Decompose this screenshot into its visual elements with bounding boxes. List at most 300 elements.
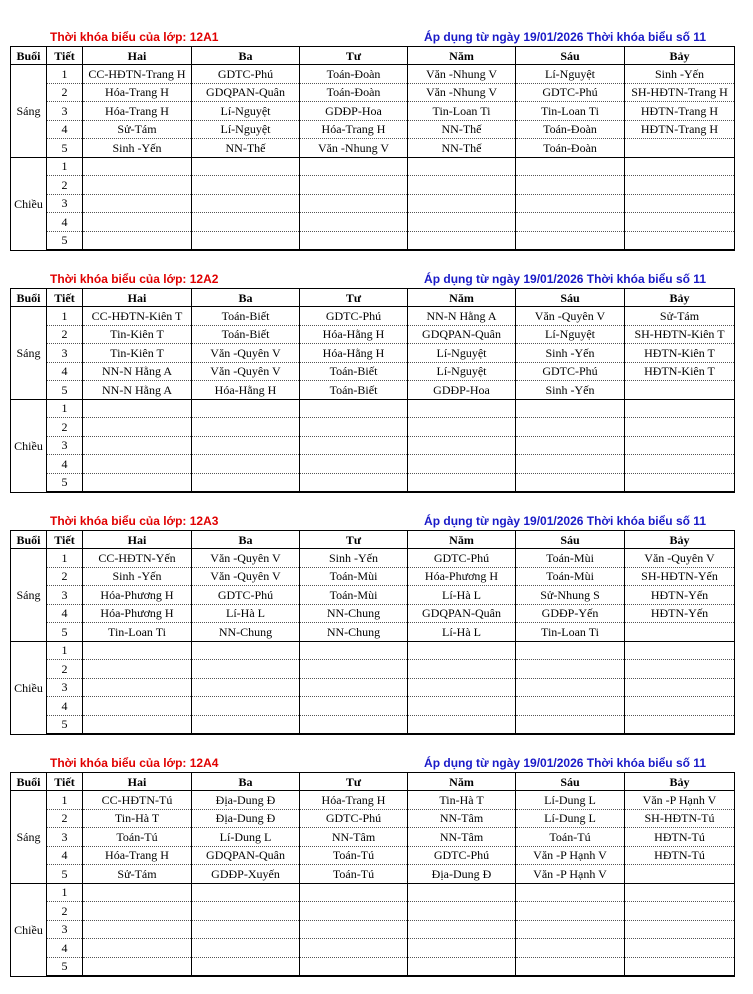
column-header: Sáu: [516, 773, 625, 791]
lesson-cell: GDTC-Phú: [408, 846, 516, 865]
column-header: Hai: [83, 531, 192, 549]
session-label: Sáng: [11, 65, 47, 158]
period-row: [11, 660, 735, 679]
lesson-cell: Sinh -Yến: [625, 65, 735, 84]
lesson-cell: [408, 194, 516, 213]
lesson-cell: Văn -P Hạnh V: [516, 865, 625, 884]
period-row: [11, 362, 735, 381]
lesson-cell: Hóa-Hằng H: [192, 381, 300, 400]
lesson-cell: HĐTN-Kiên T: [625, 344, 735, 363]
lesson-cell: NN-N Hằng A: [83, 362, 192, 381]
lesson-cell: [192, 157, 300, 176]
period-row: [11, 828, 735, 847]
period-row: [11, 157, 735, 176]
lesson-cell: [83, 399, 192, 418]
column-header: Bảy: [625, 47, 735, 65]
lesson-cell: [83, 660, 192, 679]
session-label: Chiều: [11, 157, 47, 250]
lesson-cell: Lí-Hà L: [408, 623, 516, 642]
column-header: Bảy: [625, 289, 735, 307]
lesson-cell: CC-HĐTN-Tú: [83, 791, 192, 810]
period-row: [11, 473, 735, 492]
period-number: 3: [47, 920, 83, 939]
lesson-cell: NN-Thế: [408, 120, 516, 139]
lesson-cell: Tin-Loan Ti: [516, 623, 625, 642]
column-header: Bảy: [625, 773, 735, 791]
column-header: Ba: [192, 773, 300, 791]
lesson-cell: [625, 678, 735, 697]
lesson-cell: GDTC-Phú: [192, 65, 300, 84]
lesson-cell: [192, 473, 300, 492]
column-header: Tư: [300, 531, 408, 549]
lesson-cell: Tin-Loan Ti: [408, 102, 516, 121]
column-header: Sáu: [516, 47, 625, 65]
period-number: 5: [47, 715, 83, 734]
lesson-cell: [300, 231, 408, 250]
period-number: 1: [47, 399, 83, 418]
lesson-cell: [83, 715, 192, 734]
period-row: [11, 194, 735, 213]
lesson-cell: SH-HĐTN-Yến: [625, 567, 735, 586]
period-row: [11, 623, 735, 642]
lesson-cell: HĐTN-Kiên T: [625, 362, 735, 381]
lesson-cell: CC-HĐTN-Kiên T: [83, 307, 192, 326]
period-number: 3: [47, 828, 83, 847]
period-number: 2: [47, 660, 83, 679]
lesson-cell: Văn -Nhung V: [408, 65, 516, 84]
timetable-grid: [10, 772, 735, 977]
period-row: [11, 865, 735, 884]
lesson-cell: Lí-Nguyệt: [192, 120, 300, 139]
class-title: Thời khóa biểu của lớp: 12A2: [50, 272, 219, 286]
lesson-cell: [516, 455, 625, 474]
period-number: 5: [47, 957, 83, 976]
lesson-cell: [625, 641, 735, 660]
session-label: Sáng: [11, 549, 47, 642]
lesson-cell: Toán-Mùi: [300, 567, 408, 586]
lesson-cell: [300, 715, 408, 734]
class-timetable: [10, 514, 734, 735]
lesson-cell: [83, 194, 192, 213]
lesson-cell: Toán-Biết: [192, 307, 300, 326]
lesson-cell: Hóa-Phương H: [408, 567, 516, 586]
column-header: Tư: [300, 47, 408, 65]
column-header: Tiết: [47, 47, 83, 65]
period-row: [11, 65, 735, 84]
lesson-cell: [408, 660, 516, 679]
lesson-cell: [83, 436, 192, 455]
period-row: [11, 846, 735, 865]
lesson-cell: NN-Chung: [300, 623, 408, 642]
period-number: 3: [47, 436, 83, 455]
lesson-cell: [516, 231, 625, 250]
column-header: Buổi: [11, 47, 47, 65]
lesson-cell: GDĐP-Xuyến: [192, 865, 300, 884]
lesson-cell: [300, 399, 408, 418]
lesson-cell: [192, 957, 300, 976]
header-row: [11, 773, 735, 791]
column-header: Hai: [83, 47, 192, 65]
lesson-cell: Toán-Mùi: [516, 549, 625, 568]
lesson-cell: [300, 455, 408, 474]
lesson-cell: [300, 678, 408, 697]
lesson-cell: Sử-Tám: [83, 120, 192, 139]
lesson-cell: [408, 176, 516, 195]
lesson-cell: Tin-Loan Ti: [83, 623, 192, 642]
period-number: 1: [47, 641, 83, 660]
column-header: Hai: [83, 289, 192, 307]
period-number: 5: [47, 623, 83, 642]
timetable-header: [10, 272, 734, 288]
lesson-cell: [300, 473, 408, 492]
lesson-cell: Hóa-Trang H: [83, 83, 192, 102]
lesson-cell: [408, 399, 516, 418]
class-title: Thời khóa biểu của lớp: 12A4: [50, 756, 219, 770]
period-number: 4: [47, 120, 83, 139]
lesson-cell: [83, 455, 192, 474]
period-row: [11, 715, 735, 734]
lesson-cell: [192, 678, 300, 697]
lesson-cell: Sử-Tám: [625, 307, 735, 326]
lesson-cell: [192, 715, 300, 734]
lesson-cell: [408, 436, 516, 455]
lesson-cell: GDQPAN-Quân: [192, 83, 300, 102]
column-header: Tư: [300, 773, 408, 791]
lesson-cell: [625, 957, 735, 976]
lesson-cell: HĐTN-Trang H: [625, 120, 735, 139]
lesson-cell: HĐTN-Tú: [625, 828, 735, 847]
lesson-cell: NN-Thế: [192, 139, 300, 158]
lesson-cell: [83, 697, 192, 716]
column-header: Buổi: [11, 289, 47, 307]
lesson-cell: Toán-Đoàn: [516, 120, 625, 139]
lesson-cell: GDTC-Phú: [516, 83, 625, 102]
lesson-cell: [300, 883, 408, 902]
lesson-cell: Toán-Biết: [300, 381, 408, 400]
lesson-cell: [83, 418, 192, 437]
lesson-cell: Hóa-Phương H: [83, 604, 192, 623]
column-header: Buổi: [11, 531, 47, 549]
period-row: [11, 418, 735, 437]
period-number: 1: [47, 65, 83, 84]
session-label: Chiều: [11, 883, 47, 976]
period-row: [11, 455, 735, 474]
lesson-cell: [408, 957, 516, 976]
lesson-cell: Toán-Tú: [83, 828, 192, 847]
period-number: 3: [47, 102, 83, 121]
lesson-cell: [408, 697, 516, 716]
lesson-cell: [408, 678, 516, 697]
lesson-cell: Sinh -Yến: [516, 344, 625, 363]
class-timetable: [10, 756, 734, 977]
lesson-cell: [300, 418, 408, 437]
lesson-cell: Văn -Nhung V: [300, 139, 408, 158]
lesson-cell: [516, 678, 625, 697]
period-row: [11, 176, 735, 195]
lesson-cell: [192, 231, 300, 250]
lesson-cell: [625, 902, 735, 921]
lesson-cell: Toán-Tú: [300, 865, 408, 884]
lesson-cell: Văn -Quyên V: [192, 362, 300, 381]
period-row: [11, 678, 735, 697]
class-timetable: [10, 30, 734, 251]
class-title: Thời khóa biểu của lớp: 12A1: [50, 30, 219, 44]
column-header: Ba: [192, 531, 300, 549]
period-number: 2: [47, 83, 83, 102]
period-number: 4: [47, 213, 83, 232]
lesson-cell: [625, 697, 735, 716]
lesson-cell: [300, 194, 408, 213]
lesson-cell: [516, 920, 625, 939]
lesson-cell: [83, 902, 192, 921]
lesson-cell: [83, 939, 192, 958]
lesson-cell: [408, 455, 516, 474]
lesson-cell: [516, 957, 625, 976]
period-number: 2: [47, 902, 83, 921]
lesson-cell: NN-Tâm: [408, 828, 516, 847]
lesson-cell: [625, 381, 735, 400]
period-row: [11, 641, 735, 660]
timetable-header: [10, 30, 734, 46]
lesson-cell: [625, 194, 735, 213]
period-row: [11, 83, 735, 102]
period-number: 2: [47, 567, 83, 586]
lesson-cell: [83, 157, 192, 176]
lesson-cell: [83, 231, 192, 250]
lesson-cell: Tin-Kiên T: [83, 344, 192, 363]
column-header: Sáu: [516, 289, 625, 307]
lesson-cell: Sinh -Yến: [300, 549, 408, 568]
lesson-cell: GDTC-Phú: [300, 307, 408, 326]
lesson-cell: [516, 399, 625, 418]
period-row: [11, 139, 735, 158]
lesson-cell: NN-Tâm: [408, 809, 516, 828]
period-row: [11, 436, 735, 455]
lesson-cell: Văn -Quyên V: [192, 567, 300, 586]
lesson-cell: GDĐP-Hoa: [408, 381, 516, 400]
period-number: 5: [47, 381, 83, 400]
lesson-cell: [516, 436, 625, 455]
apply-date-note: Áp dụng từ ngày 19/01/2026 Thời khóa biểu số 11: [424, 272, 706, 286]
period-row: [11, 809, 735, 828]
lesson-cell: [300, 957, 408, 976]
period-number: 2: [47, 809, 83, 828]
lesson-cell: [625, 139, 735, 158]
lesson-cell: Toán-Mùi: [516, 567, 625, 586]
column-header: Ba: [192, 289, 300, 307]
lesson-cell: [408, 157, 516, 176]
lesson-cell: Lí-Nguyệt: [516, 325, 625, 344]
lesson-cell: [192, 902, 300, 921]
timetable-grid: [10, 288, 735, 493]
column-header: Sáu: [516, 531, 625, 549]
lesson-cell: Sử-Tám: [83, 865, 192, 884]
column-header: Bảy: [625, 531, 735, 549]
lesson-cell: [300, 939, 408, 958]
lesson-cell: SH-HĐTN-Trang H: [625, 83, 735, 102]
lesson-cell: Hóa-Trang H: [300, 120, 408, 139]
period-number: 3: [47, 586, 83, 605]
lesson-cell: [625, 176, 735, 195]
period-number: 3: [47, 344, 83, 363]
lesson-cell: [516, 883, 625, 902]
lesson-cell: Lí-Nguyệt: [408, 344, 516, 363]
lesson-cell: [408, 418, 516, 437]
period-number: 4: [47, 604, 83, 623]
lesson-cell: Toán-Mùi: [300, 586, 408, 605]
lesson-cell: Lí-Hà L: [408, 586, 516, 605]
lesson-cell: HĐTN-Trang H: [625, 102, 735, 121]
lesson-cell: [192, 194, 300, 213]
lesson-cell: SH-HĐTN-Kiên T: [625, 325, 735, 344]
lesson-cell: Lí-Hà L: [192, 604, 300, 623]
period-row: [11, 791, 735, 810]
lesson-cell: NN-Chung: [300, 604, 408, 623]
lesson-cell: Địa-Dung Đ: [408, 865, 516, 884]
period-number: 5: [47, 473, 83, 492]
session-label: Sáng: [11, 791, 47, 884]
period-row: [11, 939, 735, 958]
session-label: Sáng: [11, 307, 47, 400]
lesson-cell: [516, 902, 625, 921]
column-header: Tiết: [47, 289, 83, 307]
lesson-cell: Toán-Tú: [300, 846, 408, 865]
session-label: Chiều: [11, 399, 47, 492]
lesson-cell: GDQPAN-Quân: [192, 846, 300, 865]
lesson-cell: [625, 865, 735, 884]
lesson-cell: [408, 641, 516, 660]
lesson-cell: [83, 883, 192, 902]
lesson-cell: [192, 436, 300, 455]
class-timetable: [10, 272, 734, 493]
lesson-cell: [192, 418, 300, 437]
column-header: Hai: [83, 773, 192, 791]
lesson-cell: Sử-Nhung S: [516, 586, 625, 605]
lesson-cell: GDQPAN-Quân: [408, 325, 516, 344]
lesson-cell: [192, 920, 300, 939]
period-row: [11, 586, 735, 605]
lesson-cell: Văn -Quyên V: [625, 549, 735, 568]
lesson-cell: NN-Chung: [192, 623, 300, 642]
period-number: 4: [47, 697, 83, 716]
lesson-cell: [300, 157, 408, 176]
period-number: 3: [47, 194, 83, 213]
lesson-cell: [83, 678, 192, 697]
lesson-cell: Toán-Biết: [192, 325, 300, 344]
lesson-cell: Sinh -Yến: [516, 381, 625, 400]
lesson-cell: [516, 194, 625, 213]
lesson-cell: NN-N Hằng A: [83, 381, 192, 400]
lesson-cell: NN-Tâm: [300, 828, 408, 847]
lesson-cell: [408, 939, 516, 958]
lesson-cell: Tin-Hà T: [408, 791, 516, 810]
lesson-cell: Lí-Dung L: [516, 809, 625, 828]
lesson-cell: [300, 213, 408, 232]
period-number: 1: [47, 307, 83, 326]
period-row: [11, 213, 735, 232]
lesson-cell: [83, 920, 192, 939]
period-number: 4: [47, 455, 83, 474]
period-number: 1: [47, 157, 83, 176]
lesson-cell: [300, 920, 408, 939]
column-header: Buổi: [11, 773, 47, 791]
lesson-cell: Hóa-Phương H: [83, 586, 192, 605]
lesson-cell: [192, 399, 300, 418]
period-row: [11, 381, 735, 400]
timetable-grid: [10, 46, 735, 251]
period-row: [11, 231, 735, 250]
lesson-cell: Tin-Kiên T: [83, 325, 192, 344]
lesson-cell: [625, 213, 735, 232]
lesson-cell: Tin-Hà T: [83, 809, 192, 828]
lesson-cell: Sinh -Yến: [83, 139, 192, 158]
lesson-cell: [625, 399, 735, 418]
period-number: 4: [47, 846, 83, 865]
lesson-cell: Văn -P Hạnh V: [625, 791, 735, 810]
period-row: [11, 957, 735, 976]
session-label: Chiều: [11, 641, 47, 734]
period-number: 2: [47, 418, 83, 437]
apply-date-note: Áp dụng từ ngày 19/01/2026 Thời khóa biểu số 11: [424, 756, 706, 770]
lesson-cell: [408, 473, 516, 492]
period-number: 5: [47, 231, 83, 250]
lesson-cell: [625, 157, 735, 176]
period-number: 5: [47, 865, 83, 884]
lesson-cell: [83, 176, 192, 195]
lesson-cell: CC-HĐTN-Yến: [83, 549, 192, 568]
lesson-cell: [625, 231, 735, 250]
header-row: [11, 289, 735, 307]
lesson-cell: [625, 455, 735, 474]
lesson-cell: [516, 176, 625, 195]
column-header: Tiết: [47, 531, 83, 549]
lesson-cell: Lí-Nguyệt: [192, 102, 300, 121]
lesson-cell: [516, 939, 625, 958]
period-number: 1: [47, 791, 83, 810]
header-row: [11, 47, 735, 65]
timetable-header: [10, 756, 734, 772]
lesson-cell: GDQPAN-Quân: [408, 604, 516, 623]
lesson-cell: Toán-Đoàn: [300, 83, 408, 102]
lesson-cell: [300, 902, 408, 921]
lesson-cell: [625, 660, 735, 679]
lesson-cell: [516, 697, 625, 716]
lesson-cell: [408, 920, 516, 939]
lesson-cell: [625, 920, 735, 939]
lesson-cell: [192, 213, 300, 232]
lesson-cell: [516, 660, 625, 679]
lesson-cell: [408, 715, 516, 734]
lesson-cell: [300, 660, 408, 679]
column-header: Năm: [408, 289, 516, 307]
lesson-cell: Địa-Dung Đ: [192, 791, 300, 810]
column-header: Năm: [408, 773, 516, 791]
lesson-cell: [192, 641, 300, 660]
lesson-cell: [408, 902, 516, 921]
lesson-cell: [625, 623, 735, 642]
period-row: [11, 604, 735, 623]
lesson-cell: [300, 641, 408, 660]
lesson-cell: [83, 957, 192, 976]
lesson-cell: [192, 176, 300, 195]
column-header: Tư: [300, 289, 408, 307]
lesson-cell: Toán-Tú: [516, 828, 625, 847]
period-row: [11, 549, 735, 568]
lesson-cell: [408, 883, 516, 902]
period-number: 2: [47, 325, 83, 344]
lesson-cell: CC-HĐTN-Trang H: [83, 65, 192, 84]
timetable-header: [10, 514, 734, 530]
